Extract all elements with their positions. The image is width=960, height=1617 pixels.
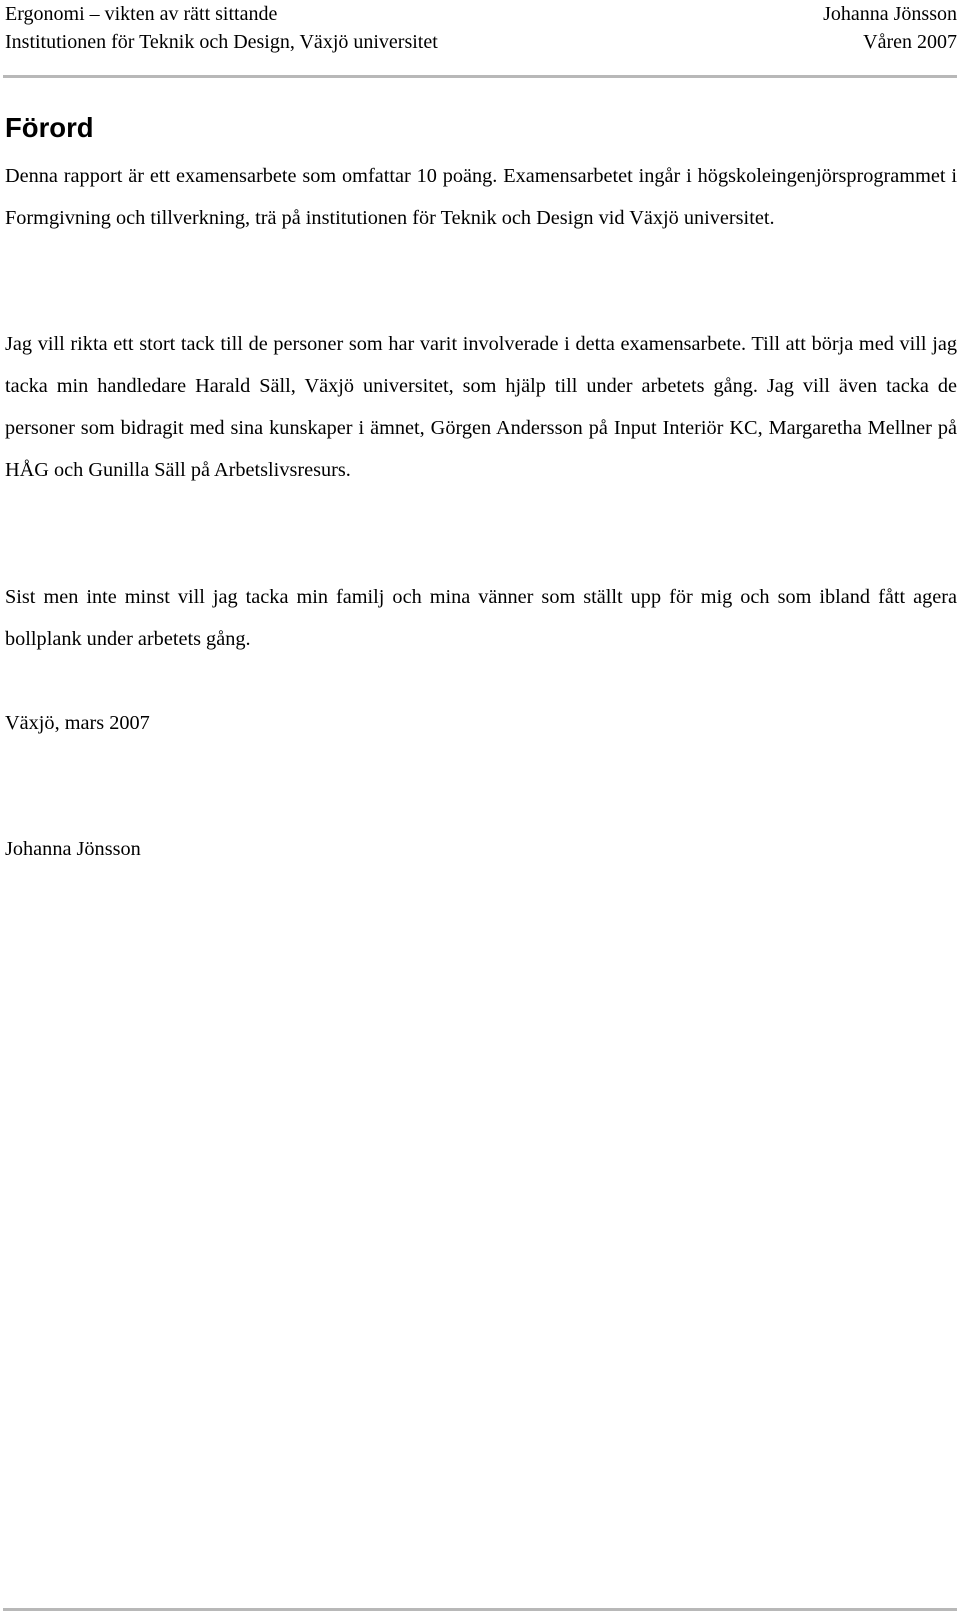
header-institution: Institutionen för Teknik och Design, Växjö universitet	[5, 31, 438, 53]
paragraph-intro: Denna rapport är ett examensarbete som omfattar 10 poäng. Examensarbetet ingår i högskoleingenjörsprogrammet i Formgivning och tillverkning, trä på institutionen för Teknik och Design vid Växjö universitet.	[5, 165, 957, 229]
header-row-top	[5, 0, 957, 28]
section-heading: Förord	[5, 112, 94, 143]
document-title: Ergonomi – vikten av rätt sittande	[5, 3, 278, 25]
header-divider	[3, 75, 957, 78]
paragraph-family-thanks: Sist men inte minst vill jag tacka min familj och mina vänner som ställt upp för mig och som ibland fått agera bollplank under arbetets gång.	[5, 586, 957, 650]
signature-name: Johanna Jönsson	[5, 838, 141, 860]
header-row-bottom	[5, 28, 957, 56]
paragraph-acknowledgements: Jag vill rikta ett stort tack till de personer som har varit involverade i detta examensarbete. Till att börja med vill jag tacka min handledare Harald Säll, Växjö universitet, som hjälp till under arbetets gång. Jag vill även tacka de personer som bidragit med sina kunskaper i ämnet, Görgen Andersson på Input Interiör KC, Margaretha Mellner på HÅG och Gunilla Säll på Arbetslivsresurs.	[5, 333, 957, 481]
header-author: Johanna Jönsson	[823, 3, 957, 25]
place-date: Växjö, mars 2007	[5, 712, 150, 734]
header-term: Våren 2007	[863, 31, 957, 53]
page-header	[5, 0, 957, 56]
footer-divider	[3, 1608, 957, 1611]
